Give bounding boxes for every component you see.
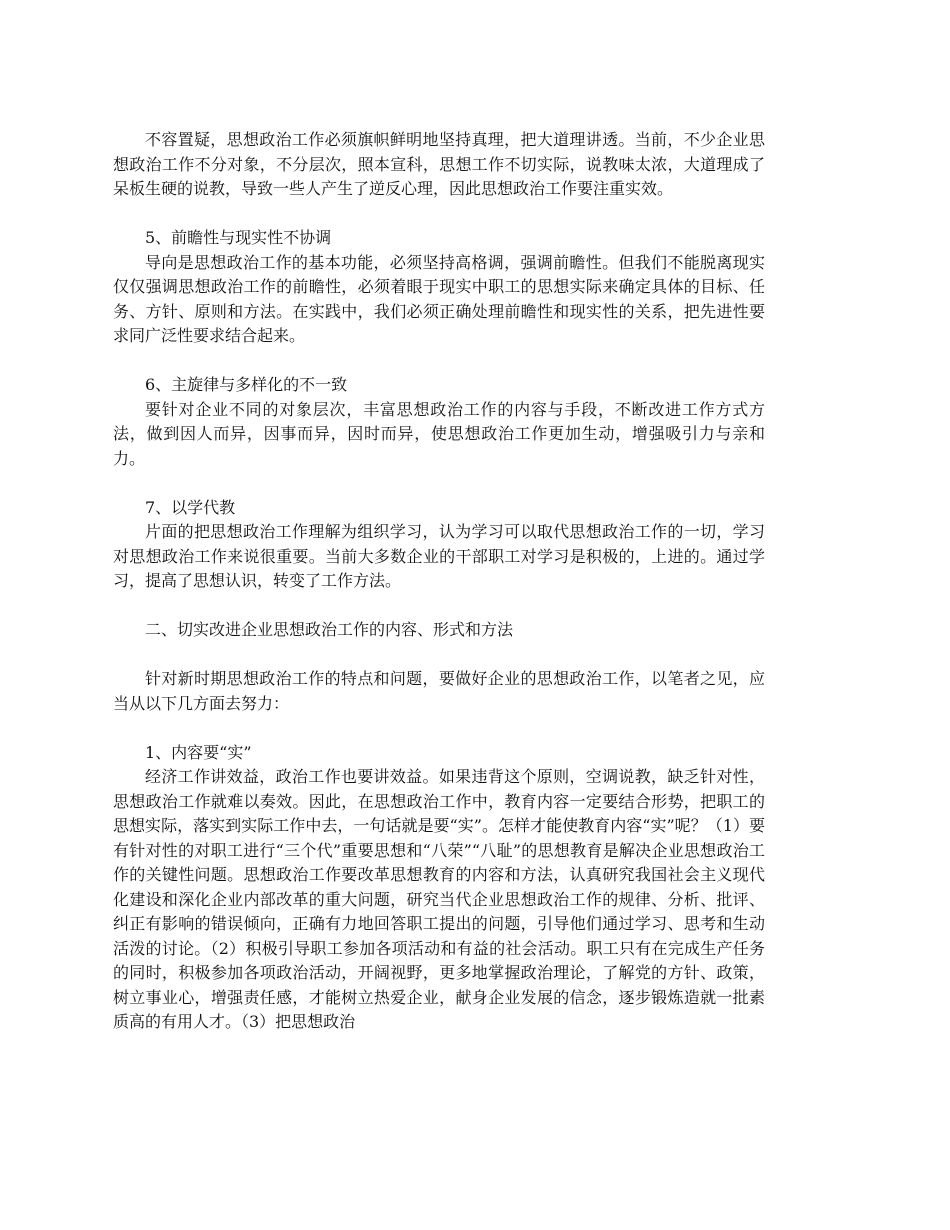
paragraph-item-7: 片面的把思想政治工作理解为组织学习，认为学习可以取代思想政治工作的一切，学习对思想政治工作来说很重要。当前大多数企业的干部职工对学习是积极的，上进的。通过学习，提高了思想认识，转变了工作方法。 (113, 522, 765, 590)
paragraph-intro: 不容置疑，思想政治工作必须旗帜鲜明地坚持真理，把大道理讲透。当前，不少企业思想政治工作不分对象，不分层次，照本宣科，思想工作不切实际，说教味太浓，大道理成了呆板生硬的说教，导致一些人产生了逆反心理，因此思想政治工作要注重实效。 (113, 130, 765, 198)
paragraph-item-6: 要针对企业不同的对象层次，丰富思想政治工作的内容与手段，不断改进工作方式方法，做到因人而异，因事而异，因时而异，使思想政治工作更加生动，增强吸引力与亲和力。 (113, 399, 765, 468)
heading-item-7: 7、以学代教 (145, 497, 236, 517)
spacer (113, 471, 765, 496)
paragraph-subitem-1: 经济工作讲效益，政治工作也要讲效益。如果违背这个原则，空调说教，缺乏针对性，思想政治工作就难以奏效。因此，在思想政治工作中，教育内容一定要结合形势，把职工的思想实际，落实到实际工作中去，一句话就是要“实”。怎样才能使教育内容“实”呢？（1）要有针对性的对职工进行“三个代”重要思想和“八荣”“八耻”的思想教育是解决企业思想政治工作的关键性问题。思想政治工作要改革思想教育的内容和方法，认真研究我国社会主义现代化建设和深化企业内部改革的重大问题，研究当代企业思想政治工作的规律、分析、批评、纠正有影响的错误倾向，正确有力地回答职工提出的问题，引导他们通过学习、思考和生动活泼的讨论。（2）积极引导职工参加各项活动和有益的社会活动。职工只有在完成生产任务的同时，积极参加各项政治活动，开阔视野，更多地掌握政治理论，了解党的方针、政策，树立事业心，增强责任感，才能树立热爱企业，献身企业发展的信念，逐步锻炼造就一批素质高的有用人才。（3）把思想政治 (113, 767, 765, 1031)
spacer (113, 594, 765, 619)
heading-item-6: 6、主旋律与多样化的不一致 (145, 375, 348, 394)
paragraph-section-2-intro: 针对新时期思想政治工作的特点和问题，要做好企业的思想政治工作，以笔者之见，应当从以下几方面去努力： (113, 669, 765, 713)
heading-item-5: 5、前瞻性与现实性不协调 (145, 228, 332, 247)
spacer (113, 716, 765, 741)
spacer (113, 643, 765, 668)
spacer (113, 202, 765, 227)
spacer (113, 349, 765, 374)
paragraph-item-5: 导向是思想政治工作的基本功能，必须坚持高格调，强调前瞻性。但我们不能脱离现实仅仅强调思想政治工作的前瞻性，必须着眼于现实中职工的思想实际来确定具体的目标、任务、方针、原则和方法。在实践中，我们必须正确处理前瞻性和现实性的关系，把先进性要求同广泛性要求结合起来。 (113, 252, 765, 345)
section-heading-2: 二、切实改进企业思想政治工作的内容、形式和方法 (145, 620, 514, 639)
document-page (113, 128, 765, 1035)
heading-subitem-1: 1、内容要“实” (145, 742, 252, 762)
